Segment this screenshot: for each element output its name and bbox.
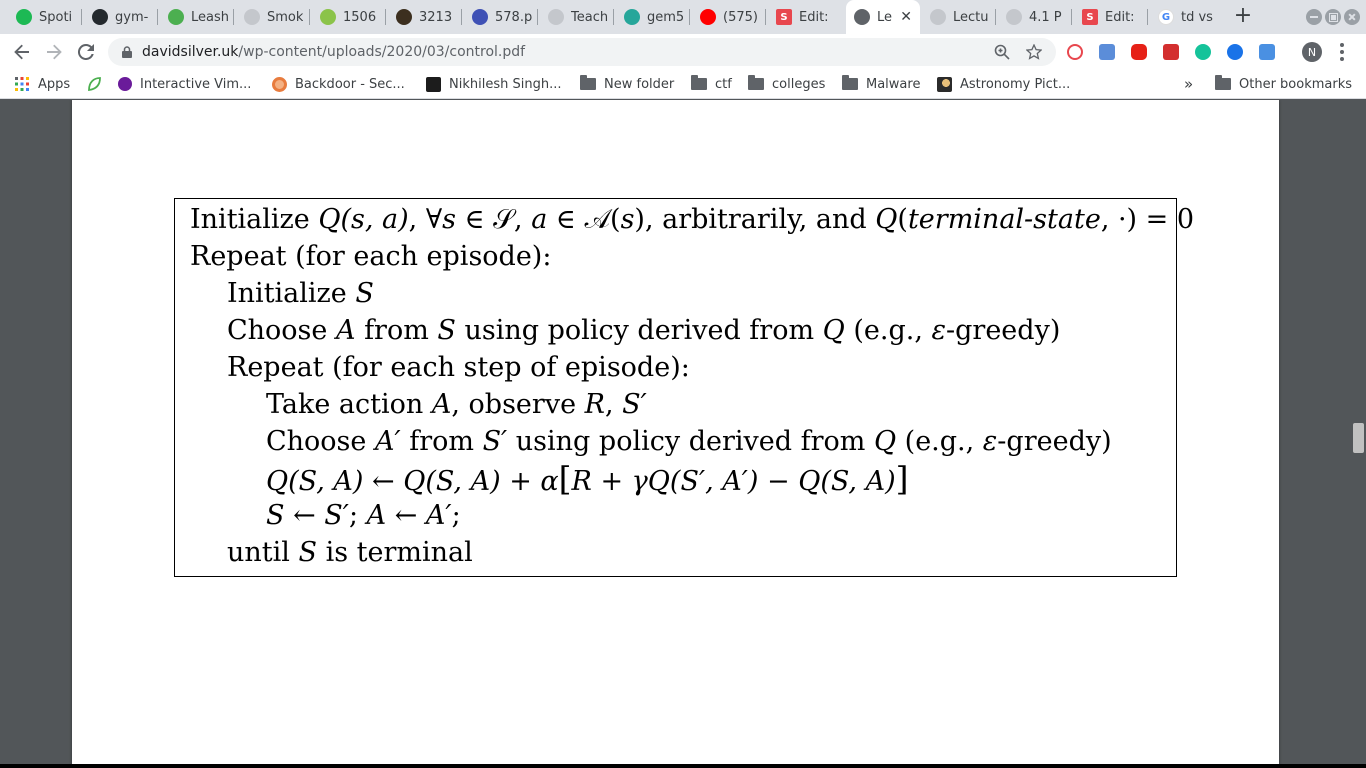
- tab-separator: [157, 9, 158, 25]
- globe-icon: [854, 9, 870, 25]
- tab-separator: [385, 9, 386, 25]
- math-run: S: [266, 500, 285, 531]
- bookmarks-bar: [0, 70, 1366, 99]
- text-run: using policy derived from: [507, 426, 874, 457]
- tab-title: Spoti: [39, 9, 73, 25]
- math-run: S: [437, 315, 456, 346]
- text-run: is terminal: [316, 537, 473, 568]
- tab-title: gym-: [115, 9, 149, 25]
- math-run: Q(S, A): [403, 466, 501, 497]
- leaf-icon: [86, 76, 102, 92]
- math-run: A: [431, 389, 452, 420]
- tab-separator: [689, 9, 690, 25]
- purple-dot-icon: [118, 77, 132, 91]
- scrollbar-thumb[interactable]: [1353, 423, 1364, 453]
- bookmark-label: Apps: [38, 76, 71, 92]
- s-icon: S: [1082, 9, 1098, 25]
- bookmark-new-folder[interactable]: [580, 75, 674, 93]
- text-run: ←: [386, 500, 426, 531]
- tab[interactable]: [312, 0, 384, 34]
- tab[interactable]: [922, 0, 994, 34]
- other-bookmarks[interactable]: [1215, 75, 1352, 93]
- url-host: davidsilver.uk: [142, 44, 239, 60]
- tab[interactable]: [388, 0, 460, 34]
- tab-strip: [0, 0, 1366, 34]
- blank-icon: [244, 9, 260, 25]
- text-run: ]: [895, 459, 909, 498]
- text-run: ←: [363, 466, 404, 497]
- bookmarks-overflow-button[interactable]: »: [1184, 75, 1194, 93]
- tab-title: Leash: [191, 9, 229, 25]
- spotify-icon: [16, 9, 32, 25]
- bookmark-label: ctf: [715, 76, 732, 92]
- text-run: [: [558, 459, 572, 498]
- tab-separator: [309, 9, 310, 25]
- close-window-button[interactable]: [1344, 9, 1360, 25]
- math-run: A′: [374, 426, 401, 457]
- bookmark-star-icon[interactable]: [1026, 44, 1042, 60]
- math-run: R: [571, 466, 592, 497]
- algo-line-take-action: [266, 389, 647, 421]
- bookmark-label: Interactive Vim...: [140, 76, 252, 92]
- hackerrank-icon: [426, 77, 441, 92]
- math-run: S′: [482, 426, 508, 457]
- text-run: −: [758, 466, 799, 497]
- tab-title: Le: [877, 9, 893, 25]
- tab-title: 578.p: [495, 9, 533, 25]
- tab-title: 3213: [419, 9, 453, 25]
- text-run: ∈ 𝒜(: [547, 204, 621, 235]
- text-run: (e.g.,: [844, 315, 932, 346]
- tab-separator: [613, 9, 614, 25]
- folder-icon: [580, 78, 596, 90]
- tab-close-icon[interactable]: ✕: [900, 9, 912, 25]
- text-run: Initialize: [190, 204, 319, 235]
- other-bookmarks-label: Other bookmarks: [1239, 76, 1353, 92]
- tab-separator: [1071, 9, 1072, 25]
- tab-title: td vs: [1181, 9, 1213, 25]
- text-run: Take action: [266, 389, 432, 420]
- folder-icon: [842, 78, 858, 90]
- text-run: ,: [604, 389, 623, 420]
- algo-line-assign: [266, 500, 461, 532]
- tab-active[interactable]: [846, 0, 920, 34]
- extension-circle-icon[interactable]: [1227, 44, 1243, 60]
- tab-separator: [233, 9, 234, 25]
- bookmark-colleges[interactable]: [748, 75, 825, 93]
- tab[interactable]: [540, 0, 612, 34]
- more-vert-icon[interactable]: [1340, 43, 1344, 61]
- apps-grid-icon: [14, 76, 30, 92]
- text-run: Choose: [266, 426, 375, 457]
- bookmark-label: New folder: [604, 76, 675, 92]
- extension-m-icon[interactable]: [1163, 44, 1179, 60]
- tab-title: 4.1 P: [1029, 9, 1062, 25]
- blank-icon: [548, 9, 564, 25]
- pdf-page: [72, 100, 1279, 765]
- forward-button[interactable]: [42, 40, 66, 64]
- text-run: (e.g.,: [896, 426, 983, 457]
- text-run: -greedy): [997, 426, 1112, 457]
- tab[interactable]: [616, 0, 688, 34]
- github-icon: [92, 9, 108, 25]
- math-run: ε: [931, 315, 947, 346]
- math-run: Q(S, A): [798, 466, 896, 497]
- text-run: from: [355, 315, 438, 346]
- minimize-button[interactable]: [1306, 9, 1322, 25]
- s-icon: S: [776, 9, 792, 25]
- tab[interactable]: [1150, 0, 1222, 34]
- text-run: +: [500, 466, 541, 497]
- algo-line-initialize-s: [227, 278, 374, 310]
- globe-icon: [472, 9, 488, 25]
- tab-separator: [537, 9, 538, 25]
- pdf-viewer[interactable]: [0, 100, 1366, 768]
- math-run: Q(s, a): [318, 204, 409, 235]
- folder-icon: [691, 78, 707, 90]
- arrow-left-icon: [14, 44, 30, 60]
- bookmark-label: Nikhilesh Singh...: [449, 76, 562, 92]
- math-run: S′: [324, 500, 349, 531]
- tab-title: Smok: [267, 9, 304, 25]
- algo-line-initialize-q: [190, 204, 1194, 236]
- tab-title: (575): [723, 9, 758, 25]
- tab[interactable]: [768, 0, 840, 34]
- text-run: , ∀: [408, 204, 443, 235]
- tab-separator: [765, 9, 766, 25]
- math-run: S: [298, 537, 317, 568]
- tab[interactable]: [998, 0, 1070, 34]
- math-run: Q: [875, 204, 898, 235]
- extension-blocker-icon[interactable]: [1067, 44, 1083, 60]
- text-run: +: [591, 466, 632, 497]
- text-run: from: [400, 426, 483, 457]
- folder-icon: [748, 78, 764, 90]
- lock-icon[interactable]: [122, 46, 132, 58]
- tab-separator: [461, 9, 462, 25]
- text-run: , observe: [451, 389, 585, 420]
- bookmark-interactive-vim[interactable]: [118, 75, 251, 93]
- bookmark-leaf[interactable]: [86, 75, 110, 93]
- math-run: α: [540, 466, 559, 497]
- tab[interactable]: [84, 0, 156, 34]
- smiley-icon: [320, 9, 336, 25]
- bookmark-astronomy[interactable]: [937, 75, 1070, 93]
- tab-title: Edit:: [1105, 9, 1135, 25]
- profile-avatar[interactable]: N: [1302, 42, 1322, 62]
- algo-line-repeat-step: Repeat (for each step of episode):: [227, 352, 690, 383]
- math-run: S: [355, 278, 374, 309]
- algo-line-repeat-episode: Repeat (for each episode):: [190, 241, 552, 272]
- extension-grammarly-icon[interactable]: [1195, 44, 1211, 60]
- text-run: -greedy): [946, 315, 1061, 346]
- back-button[interactable]: [10, 40, 34, 64]
- text-run: ;: [348, 500, 367, 531]
- tab-separator: [81, 9, 82, 25]
- reload-button[interactable]: [74, 40, 98, 64]
- bookmark-label: Malware: [866, 76, 921, 92]
- math-run: S′: [622, 389, 647, 420]
- math-run: A: [335, 315, 356, 346]
- tab-title: gem5: [647, 9, 685, 25]
- url-text[interactable]: [142, 44, 525, 60]
- maximize-button[interactable]: [1325, 9, 1341, 25]
- leaf-icon: [168, 9, 184, 25]
- tab[interactable]: [692, 0, 764, 34]
- tab-separator: [995, 9, 996, 25]
- new-tab-button[interactable]: +: [1233, 3, 1253, 28]
- text-run: ), arbitrarily, and: [634, 204, 876, 235]
- text-run: (: [897, 204, 908, 235]
- viewer-bottom-edge: [0, 764, 1366, 768]
- blank-icon: [930, 9, 946, 25]
- bookmark-malware[interactable]: [842, 75, 920, 93]
- math-run: Q: [822, 315, 845, 346]
- math-run: R: [584, 389, 605, 420]
- text-run: until: [227, 537, 299, 568]
- zoom-icon[interactable]: [994, 44, 1010, 60]
- algo-line-q-update: [266, 459, 909, 498]
- tab-separator: [1147, 9, 1148, 25]
- bookmark-label: colleges: [772, 76, 826, 92]
- address-bar[interactable]: [108, 38, 1056, 66]
- codechef-icon: [396, 9, 412, 25]
- tab[interactable]: [8, 0, 80, 34]
- url-path: /wp-content/uploads/2020/03/control.pdf: [238, 44, 526, 60]
- tab-title: 1506: [343, 9, 377, 25]
- tab-title: Teach: [571, 9, 609, 25]
- bookmark-ctf[interactable]: [691, 75, 732, 93]
- math-run: s: [442, 204, 456, 235]
- algo-line-choose-a-prime: [266, 426, 1112, 458]
- math-run: s: [620, 204, 635, 235]
- google-icon: G: [1158, 9, 1174, 25]
- math-run: Q: [873, 426, 897, 457]
- math-run: γQ(S′, A′): [631, 466, 759, 497]
- backdoor-icon: [272, 77, 287, 92]
- bookmark-nikhilesh[interactable]: [426, 75, 561, 93]
- reload-icon: [78, 44, 94, 60]
- math-run: A: [366, 500, 387, 531]
- text-run: Choose: [227, 315, 336, 346]
- text-run: using policy derived from: [455, 315, 823, 346]
- bookmark-label: Backdoor - Sec...: [295, 76, 405, 92]
- math-run: A′: [425, 500, 452, 531]
- math-run: ε: [982, 426, 998, 457]
- extension-youtube-icon[interactable]: [1131, 44, 1147, 60]
- extension-a-icon[interactable]: [1099, 44, 1115, 60]
- tab[interactable]: [464, 0, 536, 34]
- math-run: a: [531, 204, 548, 235]
- youtube-icon: [700, 9, 716, 25]
- bookmark-backdoor[interactable]: [272, 75, 405, 93]
- tab-title: Edit:: [799, 9, 829, 25]
- bookmark-apps[interactable]: [14, 75, 70, 93]
- bookmark-label: Astronomy Pict...: [960, 76, 1071, 92]
- text-run: ←: [284, 500, 325, 531]
- astronomy-icon: [937, 77, 952, 92]
- text-run: Initialize: [227, 278, 356, 309]
- blank-icon: [1006, 9, 1022, 25]
- algo-line-choose-a: [227, 315, 1060, 347]
- gem5-icon: [624, 9, 640, 25]
- text-run: , ·) = 0: [1100, 204, 1195, 235]
- tab-title: Lectu: [953, 9, 989, 25]
- tab[interactable]: [236, 0, 308, 34]
- text-run: ∈ 𝒮,: [456, 204, 532, 235]
- arrow-right-icon: [46, 44, 62, 60]
- tab[interactable]: [160, 0, 232, 34]
- extension-reader-icon[interactable]: [1259, 44, 1275, 60]
- sarsa-algorithm-box: [174, 198, 1195, 577]
- math-run: terminal-state: [907, 204, 1101, 235]
- algo-line-until-terminal: [227, 537, 473, 569]
- browser-toolbar: [0, 34, 1366, 70]
- text-run: ;: [451, 500, 461, 531]
- math-run: Q(S, A): [266, 466, 364, 497]
- folder-icon: [1215, 78, 1231, 90]
- tab[interactable]: [1074, 0, 1146, 34]
